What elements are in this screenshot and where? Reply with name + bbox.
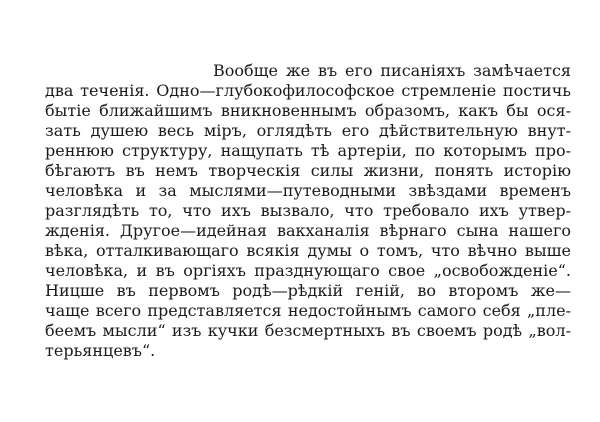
text-line: бѣгаютъ въ немъ творческія силы жизни, понять исторію	[45, 161, 571, 180]
text-line: вѣка, отталкивающаго всякія думы о томъ, что вѣчно выше	[45, 241, 571, 260]
text-line: зать душею весь міръ, оглядѣть его дѣйствительную внут-	[45, 121, 571, 140]
text-line: человѣка, и въ оргіяхъ празднующаго свое „освобожденіе“.	[45, 261, 571, 280]
text-line: разглядѣть то, что ихъ вызвало, что требовало ихъ утвер-	[45, 201, 571, 220]
text-line: реннюю структуру, нащупать тѣ артеріи, по которымъ про-	[45, 141, 571, 160]
paragraph	[45, 61, 571, 361]
text-line: Вообще же въ его писаніяхъ замѣчается	[213, 61, 571, 80]
text-line: бытіе ближайшимъ вникновеннымъ образомъ, какъ бы ося-	[45, 101, 571, 120]
text-line: два теченія. Одно—глубокофилософское стремленіе постичь	[45, 81, 571, 100]
text-line: терьянцевъ“.	[45, 341, 156, 360]
text-line: Ницше въ первомъ родѣ—рѣдкій геній, во второмъ же—	[45, 281, 571, 300]
text-line: беемъ мысли“ изъ кучки безсмертныхъ въ своемъ родѣ „вол-	[45, 321, 571, 340]
text-line: жденія. Другое—идейная вакханалія вѣрнаго сына нашего	[45, 221, 571, 240]
text-line: человѣка и за мыслями—путеводными звѣздами временъ	[45, 181, 571, 200]
text-line: чаще всего представляется недостойнымъ самого себя „пле-	[45, 301, 571, 320]
